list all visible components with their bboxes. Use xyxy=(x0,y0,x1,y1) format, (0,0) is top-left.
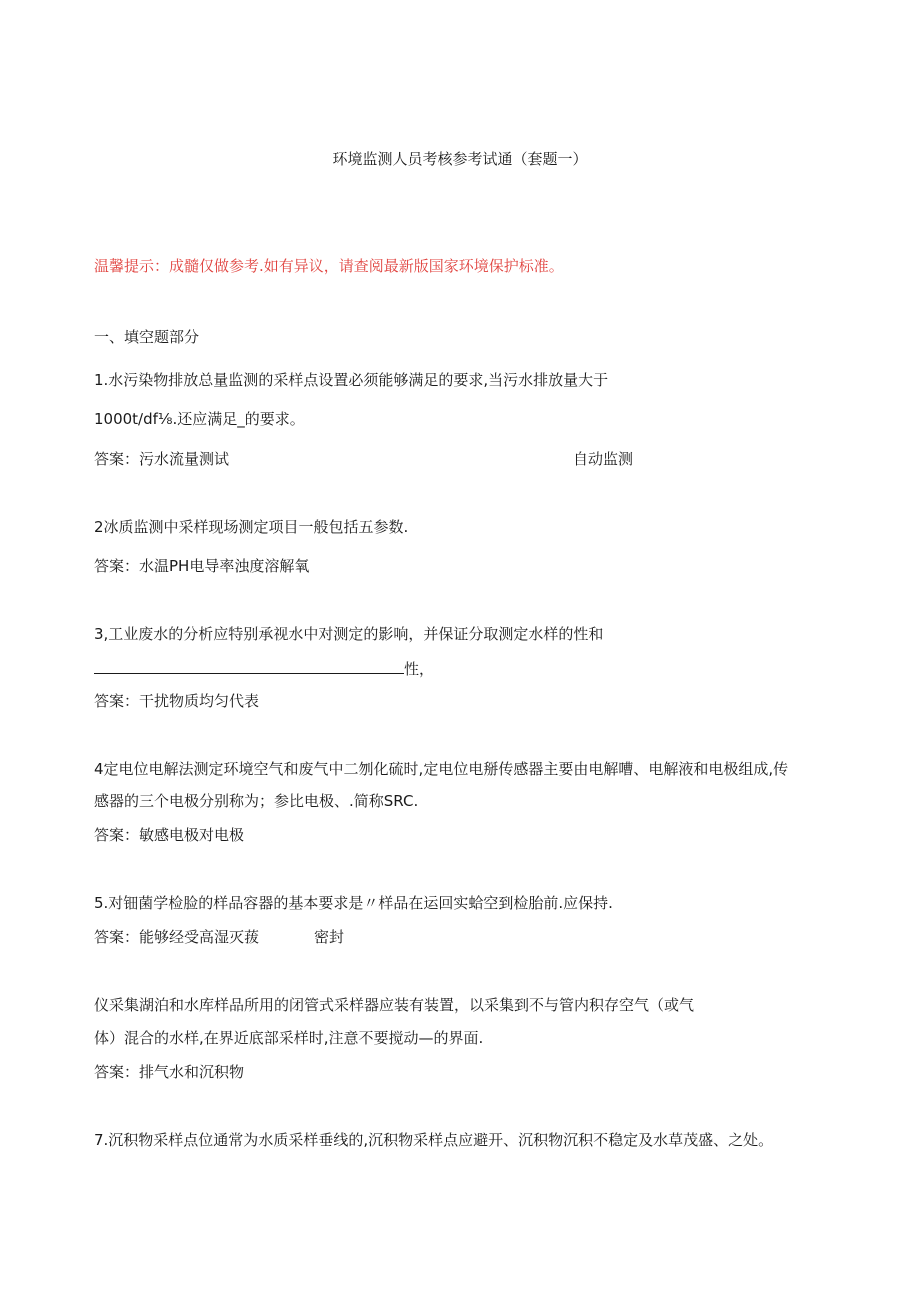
question-5-line-1: 5.对钿菌学检脸的样品容器的基本要求是〃样品在运回实蛤空到检胎前.应保持. xyxy=(94,894,613,912)
page-title: 环境监测人员考核参考试通（套题一） xyxy=(332,150,588,168)
notice-text: 温馨提示：成髓仅做参考.如有异议，请查阅最新版国家环境保护标准。 xyxy=(94,257,564,275)
question-1-answer-part-2: 自动监测 xyxy=(573,450,634,468)
fill-in-blank-line xyxy=(94,659,404,674)
question-5-answer: 答案：能够经受高湿灭菝 xyxy=(94,928,260,946)
question-3-line-2 xyxy=(94,659,434,679)
question-6-answer: 答案：排气水和沉积物 xyxy=(94,1063,245,1081)
question-4-line-2: 感器的三个电极分别称为；参比电极、.简称SRC. xyxy=(94,792,419,810)
question-1-line-2: 1000t∕df⅛.还应满足_的要求。 xyxy=(94,410,305,428)
question-2-line-1: 2冰质监测中采样现场测定项目一般包括五参数. xyxy=(94,518,409,536)
question-2-answer: 答案：水温PH电导率浊度溶解氧 xyxy=(94,557,310,575)
question-3-answer: 答案：干扰物质均匀代表 xyxy=(94,692,260,710)
question-1-line-1: 1.水污染物排放总量监测的采样点设置必须能够满足的要求,当污水排放量大于 xyxy=(94,371,609,389)
question-5-answer-part-2: 密封 xyxy=(314,928,345,946)
question-7-line-1: 7.沉积物采样点位通常为水质采样垂线的,沉积物采样点应避开、沉积物沉积不稳定及水草茂盛、之处。 xyxy=(94,1131,774,1149)
question-3-line-1: 3,工业废水的分析应特别承视水中对测定的影响，并保证分取测定水样的性和 xyxy=(94,625,604,643)
question-3-line-2-tail: 性， xyxy=(404,660,435,678)
section-heading: 一、填空题部分 xyxy=(94,328,200,346)
question-4-answer: 答案：敏感电极对电极 xyxy=(94,826,245,844)
question-4-line-1: 4定电位电解法测定环境空气和废气中二刎化硫时,定电位电掰传感器主要由电解嘈、电解液和电极组成,传 xyxy=(94,760,789,778)
question-6-line-2: 体）混合的水样,在界近底部采样时,注意不要搅动—的界面. xyxy=(94,1029,484,1047)
question-1-answer: 答案：污水流量测试 xyxy=(94,450,230,468)
question-6-line-1: 仪采集湖泊和水库样品所用的闭管式采样器应装有装置，以采集到不与管内积存空气（或气 xyxy=(94,996,695,1014)
